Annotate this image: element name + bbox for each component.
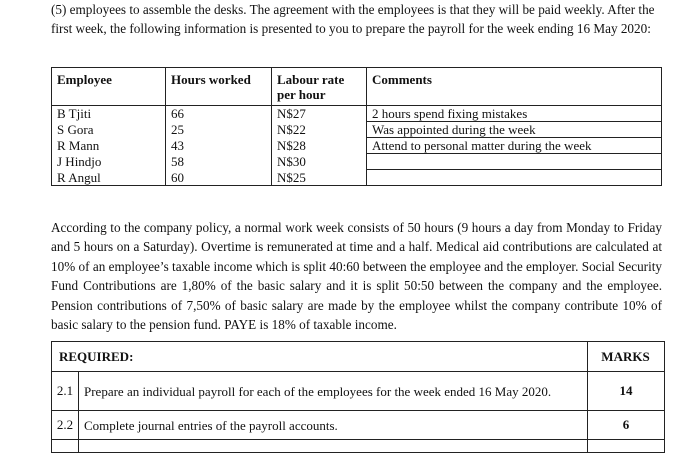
hours-worked: 66 — [166, 106, 272, 122]
employee-name: B Tjiti — [52, 106, 166, 122]
comment: 2 hours spend fixing mistakes — [367, 106, 662, 122]
question-task: Complete journal entries of the payroll accounts. — [79, 411, 588, 440]
required-heading: REQUIRED: — [52, 342, 588, 372]
empty-cell — [52, 440, 79, 453]
employee-name: R Mann — [52, 138, 166, 154]
labour-rate: N$28 — [272, 138, 367, 154]
policy-paragraph: According to the company policy, a normal work week consists of 50 hours (9 hours a day from Monday to Friday and 5 hours on a Saturday). Overtime is remunerated at time and a half. Medical aid contributions are calculated at 10% of an employee’s taxable income which is split 40:60 between the employee and the employer. Social Security Fund Contributions are 1,80% of the basic salary and it is split 50:50 between the company and the employee. Pension contributions of 7,50% of basic salary are made by the employee whilst the company contribute 10% of basic salary to the pension fund. PAYE is 18% of taxable income. — [51, 220, 662, 333]
employee-name: J Hindjo — [52, 154, 166, 170]
required-header-row — [52, 342, 665, 372]
labour-rate: N$30 — [272, 154, 367, 170]
employee-table — [51, 67, 662, 186]
labour-rate: N$27 — [272, 106, 367, 122]
hours-worked: 58 — [166, 154, 272, 170]
question-marks: 6 — [588, 411, 665, 440]
hours-worked: 25 — [166, 122, 272, 138]
labour-rate: N$25 — [272, 170, 367, 186]
empty-cell — [588, 440, 665, 453]
comment — [367, 154, 662, 170]
question-marks: 14 — [588, 372, 665, 411]
comment: Attend to personal matter during the week — [367, 138, 662, 154]
intro-paragraph: (5) employees to assemble the desks. The agreement with the employees is that they will be paid weekly. After the first week, the following information is presented to you to prepare the payroll for the week ending 16 May 2020: — [51, 2, 655, 36]
header-comments: Comments — [367, 68, 662, 106]
question-number: 2.1 — [52, 372, 79, 411]
table-row — [52, 411, 665, 440]
question-task: Prepare an individual payroll for each of the employees for the week ended 16 May 2020. — [79, 372, 588, 411]
hours-worked: 60 — [166, 170, 272, 186]
table-row — [52, 122, 662, 138]
table-row — [52, 372, 665, 411]
empty-cell — [79, 440, 588, 453]
comment: Was appointed during the week — [367, 122, 662, 138]
header-employee: Employee — [52, 68, 166, 106]
header-labour-rate: Labour rate per hour — [272, 68, 367, 106]
table-row — [52, 170, 662, 186]
table-row — [52, 138, 662, 154]
employee-table-header — [52, 68, 662, 106]
table-row — [52, 154, 662, 170]
required-table — [51, 341, 665, 453]
employee-name: R Angul — [52, 170, 166, 186]
employee-name: S Gora — [52, 122, 166, 138]
hours-worked: 43 — [166, 138, 272, 154]
comment — [367, 170, 662, 186]
header-hours-worked: Hours worked — [166, 68, 272, 106]
labour-rate: N$22 — [272, 122, 367, 138]
question-number: 2.2 — [52, 411, 79, 440]
table-row-empty — [52, 440, 665, 453]
marks-heading: MARKS — [588, 342, 665, 372]
table-row — [52, 106, 662, 122]
